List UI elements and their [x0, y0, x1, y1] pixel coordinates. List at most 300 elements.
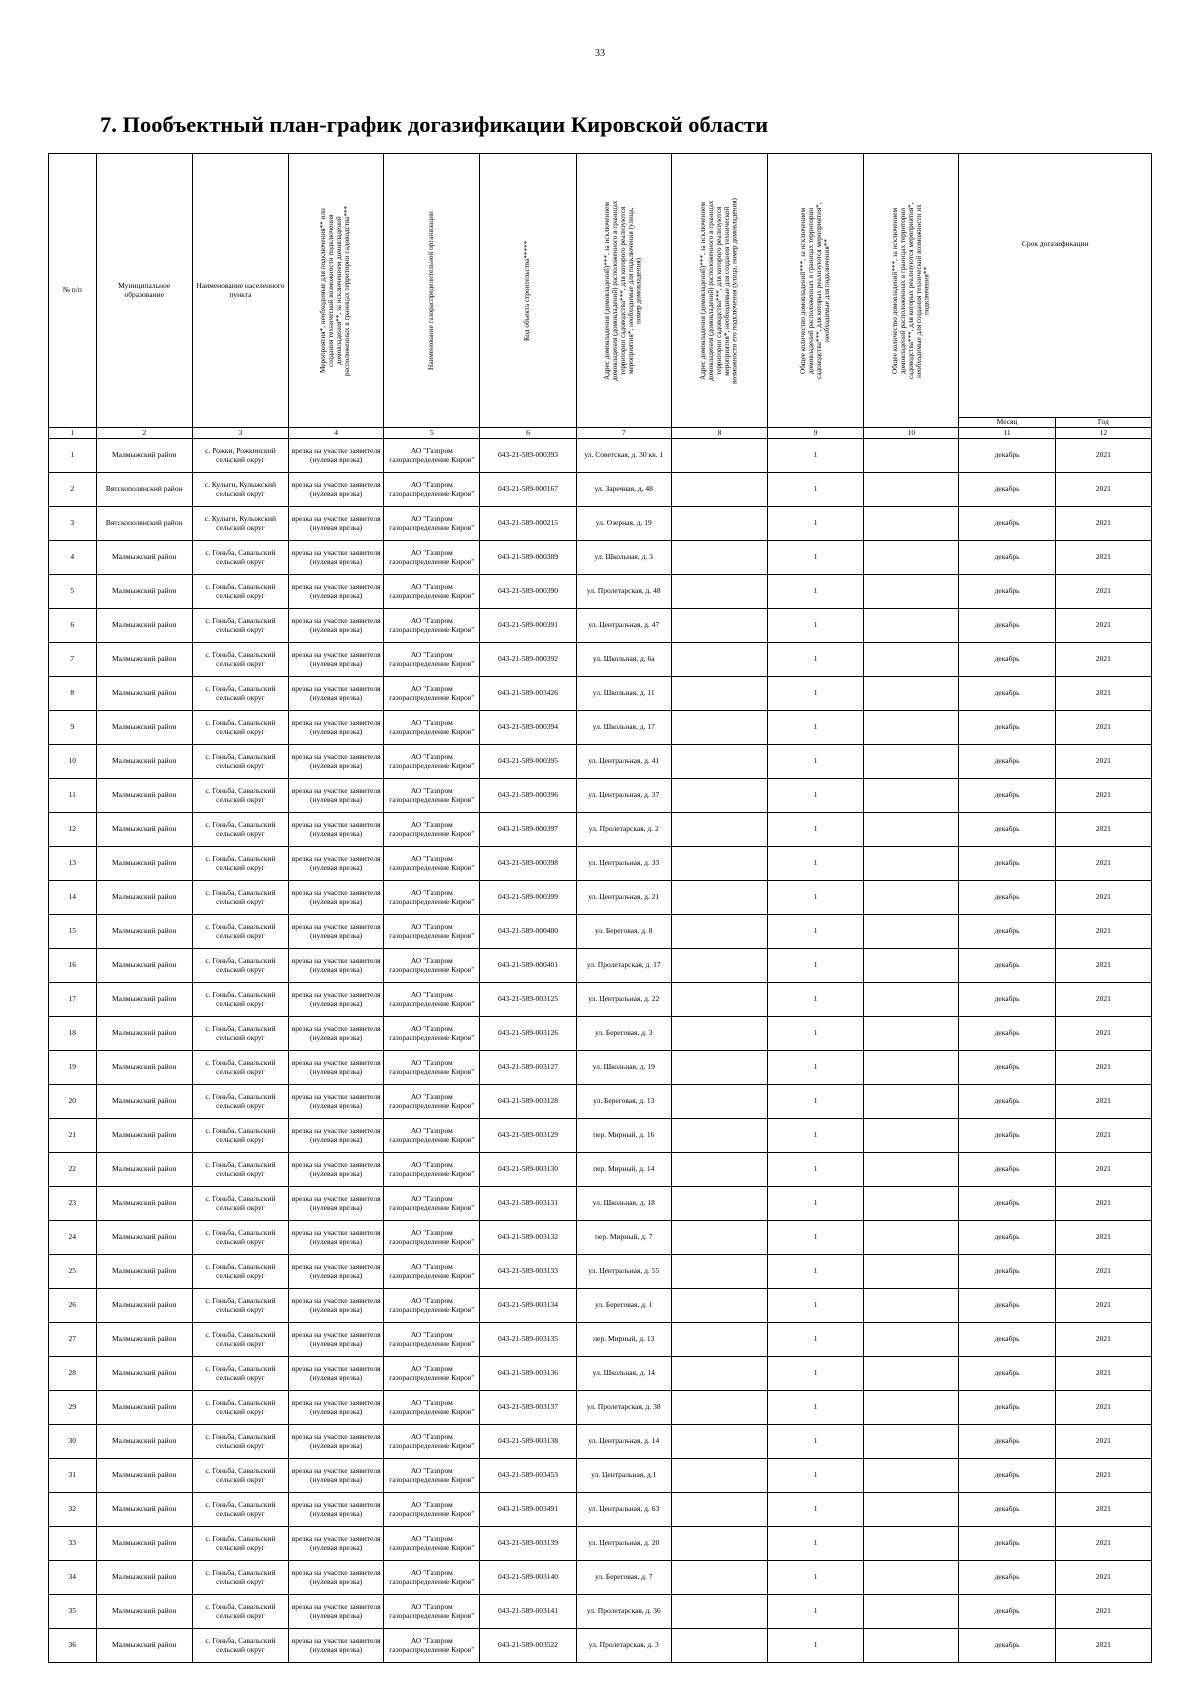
municipality-cell: Малмыжский район	[96, 1153, 192, 1187]
table-row	[49, 677, 1152, 711]
table-row	[49, 575, 1152, 609]
settlement-cell: с. Гоньба, Савальский сельский округ	[192, 643, 288, 677]
year-cell: 2021	[1055, 1289, 1151, 1323]
address-capability-cell	[671, 1629, 767, 1663]
count-capability-cell	[864, 507, 959, 541]
measure-cell: врезка на участке заявителя (нулевая врезка)	[289, 1085, 384, 1119]
measure-cell: врезка на участке заявителя (нулевая врезка)	[289, 847, 384, 881]
object-code-cell: 043-21-589-003522	[480, 1629, 576, 1663]
year-cell: 2021	[1055, 541, 1151, 575]
gas-org-cell: АО "Газпром газораспределение Киров"	[384, 1085, 480, 1119]
row-number: 22	[49, 1153, 97, 1187]
address-capability-cell	[671, 1595, 767, 1629]
count-capability-cell	[864, 439, 959, 473]
count-cell: 1	[768, 1187, 864, 1221]
settlement-cell: с. Гоньба, Савальский сельский округ	[192, 1153, 288, 1187]
count-cell: 1	[768, 813, 864, 847]
address-capability-cell	[671, 1561, 767, 1595]
count-capability-cell	[864, 1425, 959, 1459]
month-cell: декабрь	[959, 1527, 1055, 1561]
count-capability-cell	[864, 983, 959, 1017]
year-cell: 2021	[1055, 1255, 1151, 1289]
count-cell: 1	[768, 1595, 864, 1629]
address-capability-cell	[671, 847, 767, 881]
municipality-cell: Малмыжский район	[96, 1017, 192, 1051]
year-cell: 2021	[1055, 1425, 1151, 1459]
settlement-cell: с. Гоньба, Савальский сельский округ	[192, 1459, 288, 1493]
settlement-cell: с. Гоньба, Савальский сельский округ	[192, 813, 288, 847]
address-cell: ул. Береговая, д. 1	[576, 1289, 671, 1323]
count-capability-cell	[864, 813, 959, 847]
address-cell: ул. Центральная, д. 41	[576, 745, 671, 779]
year-cell: 2021	[1055, 507, 1151, 541]
month-cell: декабрь	[959, 1187, 1055, 1221]
settlement-cell: с. Гоньба, Савальский сельский округ	[192, 1527, 288, 1561]
municipality-cell: Малмыжский район	[96, 609, 192, 643]
settlement-cell: с. Гоньба, Савальский сельский округ	[192, 779, 288, 813]
address-capability-cell	[671, 949, 767, 983]
header-address-capability: Адрес домовладения (домовладений)***, за исключением домовладения (домовладений) расположенного в границах территории садоводства***, для которого реализуются мероприятия*, необходимые для создания технической возможности его подключения (улица, номер домовладения)	[671, 154, 767, 428]
gas-org-cell: АО "Газпром газораспределение Киров"	[384, 439, 480, 473]
municipality-cell: Малмыжский район	[96, 541, 192, 575]
table-row	[49, 1629, 1152, 1663]
settlement-cell: с. Гоньба, Савальский сельский округ	[192, 847, 288, 881]
month-cell: декабрь	[959, 1391, 1055, 1425]
table-row	[49, 1459, 1152, 1493]
month-cell: декабрь	[959, 711, 1055, 745]
month-cell: декабрь	[959, 677, 1055, 711]
year-cell: 2021	[1055, 1527, 1151, 1561]
month-cell: декабрь	[959, 779, 1055, 813]
count-capability-cell	[864, 1289, 959, 1323]
object-code-cell: 043-21-589-000398	[480, 847, 576, 881]
count-cell: 1	[768, 983, 864, 1017]
address-cell: ул. Пролетарская, д. 2	[576, 813, 671, 847]
count-cell: 1	[768, 1527, 864, 1561]
year-cell: 2021	[1055, 1493, 1151, 1527]
header-number: № п/п	[49, 154, 97, 428]
municipality-cell: Малмыжский район	[96, 1255, 192, 1289]
row-number: 32	[49, 1493, 97, 1527]
page-number: 33	[595, 48, 605, 59]
municipality-cell: Малмыжский район	[96, 983, 192, 1017]
table-row	[49, 1255, 1152, 1289]
address-capability-cell	[671, 1255, 767, 1289]
table-row	[49, 1221, 1152, 1255]
row-number: 27	[49, 1323, 97, 1357]
municipality-cell: Вятскополянский район	[96, 473, 192, 507]
row-number: 17	[49, 983, 97, 1017]
month-cell: декабрь	[959, 439, 1055, 473]
year-cell: 2021	[1055, 1085, 1151, 1119]
month-cell: декабрь	[959, 949, 1055, 983]
column-number: 12	[1055, 428, 1151, 439]
object-code-cell: 043-21-589-000167	[480, 473, 576, 507]
count-capability-cell	[864, 1459, 959, 1493]
year-cell: 2021	[1055, 745, 1151, 779]
table-row	[49, 745, 1152, 779]
gas-org-cell: АО "Газпром газораспределение Киров"	[384, 1527, 480, 1561]
count-capability-cell	[864, 473, 959, 507]
month-cell: декабрь	[959, 881, 1055, 915]
settlement-cell: с. Гоньба, Савальский сельский округ	[192, 711, 288, 745]
year-cell: 2021	[1055, 677, 1151, 711]
month-cell: декабрь	[959, 745, 1055, 779]
object-code-cell: 043-21-589-000393	[480, 439, 576, 473]
year-cell: 2021	[1055, 439, 1151, 473]
address-capability-cell	[671, 881, 767, 915]
count-capability-cell	[864, 1561, 959, 1595]
gas-org-cell: АО "Газпром газораспределение Киров"	[384, 881, 480, 915]
municipality-cell: Малмыжский район	[96, 1051, 192, 1085]
month-cell: декабрь	[959, 813, 1055, 847]
count-cell: 1	[768, 1493, 864, 1527]
object-code-cell: 043-21-589-003133	[480, 1255, 576, 1289]
gas-org-cell: АО "Газпром газораспределение Киров"	[384, 473, 480, 507]
month-cell: декабрь	[959, 541, 1055, 575]
column-number: 6	[480, 428, 576, 439]
year-cell: 2021	[1055, 1459, 1151, 1493]
year-cell: 2021	[1055, 1153, 1151, 1187]
year-cell: 2021	[1055, 813, 1151, 847]
year-cell: 2021	[1055, 949, 1151, 983]
row-number: 36	[49, 1629, 97, 1663]
gas-org-cell: АО "Газпром газораспределение Киров"	[384, 677, 480, 711]
gas-org-cell: АО "Газпром газораспределение Киров"	[384, 1051, 480, 1085]
year-cell: 2021	[1055, 473, 1151, 507]
year-cell: 2021	[1055, 1561, 1151, 1595]
year-cell: 2021	[1055, 1323, 1151, 1357]
object-code-cell: 043-21-589-000391	[480, 609, 576, 643]
month-cell: декабрь	[959, 609, 1055, 643]
object-code-cell: 043-21-589-000399	[480, 881, 576, 915]
month-cell: декабрь	[959, 1425, 1055, 1459]
municipality-cell: Малмыжский район	[96, 643, 192, 677]
settlement-cell: с. Гоньба, Савальский сельский округ	[192, 677, 288, 711]
address-capability-cell	[671, 1459, 767, 1493]
month-cell: декабрь	[959, 847, 1055, 881]
object-code-cell: 043-21-589-003130	[480, 1153, 576, 1187]
month-cell: декабрь	[959, 1629, 1055, 1663]
address-capability-cell	[671, 711, 767, 745]
count-capability-cell	[864, 1391, 959, 1425]
gas-org-cell: АО "Газпром газораспределение Киров"	[384, 745, 480, 779]
row-number: 8	[49, 677, 97, 711]
year-cell: 2021	[1055, 1357, 1151, 1391]
month-cell: декабрь	[959, 1357, 1055, 1391]
address-cell: ул. Центральная, д.1	[576, 1459, 671, 1493]
year-cell: 2021	[1055, 1221, 1151, 1255]
column-number: 1	[49, 428, 97, 439]
month-cell: декабрь	[959, 1595, 1055, 1629]
table-row	[49, 1187, 1152, 1221]
gas-org-cell: АО "Газпром газораспределение Киров"	[384, 949, 480, 983]
table-row	[49, 1085, 1152, 1119]
count-cell: 1	[768, 1459, 864, 1493]
row-number: 7	[49, 643, 97, 677]
address-capability-cell	[671, 745, 767, 779]
table-row	[49, 779, 1152, 813]
month-cell: декабрь	[959, 983, 1055, 1017]
measure-cell: врезка на участке заявителя (нулевая врезка)	[289, 779, 384, 813]
address-cell: ул. Береговая, д. 13	[576, 1085, 671, 1119]
count-cell: 1	[768, 1629, 864, 1663]
address-cell: ул. Школьная, д. 14	[576, 1357, 671, 1391]
header-settlement: Наименование населенного пункта	[192, 154, 288, 428]
count-cell: 1	[768, 881, 864, 915]
settlement-cell: с. Гоньба, Савальский сельский округ	[192, 1085, 288, 1119]
settlement-cell: с. Гоньба, Савальский сельский округ	[192, 1425, 288, 1459]
gas-org-cell: АО "Газпром газораспределение Киров"	[384, 847, 480, 881]
measure-cell: врезка на участке заявителя (нулевая врезка)	[289, 711, 384, 745]
gas-org-cell: АО "Газпром газораспределение Киров"	[384, 1187, 480, 1221]
gas-org-cell: АО "Газпром газораспределение Киров"	[384, 1323, 480, 1357]
measure-cell: врезка на участке заявителя (нулевая врезка)	[289, 1119, 384, 1153]
count-cell: 1	[768, 1051, 864, 1085]
count-cell: 1	[768, 643, 864, 677]
municipality-cell: Малмыжский район	[96, 1629, 192, 1663]
object-code-cell: 043-21-589-000392	[480, 643, 576, 677]
municipality-cell: Малмыжский район	[96, 711, 192, 745]
gasification-schedule-table	[48, 153, 1152, 1663]
month-cell: декабрь	[959, 507, 1055, 541]
address-cell: ул. Центральная, д. 37	[576, 779, 671, 813]
row-number: 9	[49, 711, 97, 745]
settlement-cell: с. Кулыги, Кулыжский сельский округ	[192, 507, 288, 541]
address-capability-cell	[671, 507, 767, 541]
municipality-cell: Малмыжский район	[96, 1221, 192, 1255]
table-row	[49, 609, 1152, 643]
municipality-cell: Малмыжский район	[96, 1187, 192, 1221]
count-cell: 1	[768, 507, 864, 541]
measure-cell: врезка на участке заявителя (нулевая врезка)	[289, 1595, 384, 1629]
address-capability-cell	[671, 915, 767, 949]
count-capability-cell	[864, 881, 959, 915]
column-number: 11	[959, 428, 1055, 439]
address-capability-cell	[671, 609, 767, 643]
gas-org-cell: АО "Газпром газораспределение Киров"	[384, 507, 480, 541]
settlement-cell: с. Гоньба, Савальский сельский округ	[192, 1595, 288, 1629]
municipality-cell: Малмыжский район	[96, 813, 192, 847]
header-month: Месяц	[959, 418, 1055, 428]
month-cell: декабрь	[959, 575, 1055, 609]
column-number: 5	[384, 428, 480, 439]
settlement-cell: с. Гоньба, Савальский сельский округ	[192, 915, 288, 949]
object-code-cell: 043-21-589-000396	[480, 779, 576, 813]
count-cell: 1	[768, 1289, 864, 1323]
measure-cell: врезка на участке заявителя (нулевая врезка)	[289, 1391, 384, 1425]
municipality-cell: Малмыжский район	[96, 949, 192, 983]
address-cell: пер. Мирный, д. 13	[576, 1323, 671, 1357]
count-cell: 1	[768, 915, 864, 949]
count-capability-cell	[864, 847, 959, 881]
settlement-cell: с. Гоньба, Савальский сельский округ	[192, 1119, 288, 1153]
gas-org-cell: АО "Газпром газораспределение Киров"	[384, 541, 480, 575]
address-capability-cell	[671, 1051, 767, 1085]
month-cell: декабрь	[959, 915, 1055, 949]
count-cell: 1	[768, 1153, 864, 1187]
object-code-cell: 043-21-589-003126	[480, 1017, 576, 1051]
address-cell: пер. Мирный, д. 16	[576, 1119, 671, 1153]
row-number: 21	[49, 1119, 97, 1153]
address-cell: ул. Школьная, д. 3	[576, 541, 671, 575]
year-cell: 2021	[1055, 1051, 1151, 1085]
measure-cell: врезка на участке заявителя (нулевая врезка)	[289, 1221, 384, 1255]
measure-cell: врезка на участке заявителя (нулевая врезка)	[289, 677, 384, 711]
count-cell: 1	[768, 609, 864, 643]
row-number: 3	[49, 507, 97, 541]
table-row	[49, 1527, 1152, 1561]
gas-org-cell: АО "Газпром газораспределение Киров"	[384, 1255, 480, 1289]
count-capability-cell	[864, 1357, 959, 1391]
municipality-cell: Малмыжский район	[96, 1527, 192, 1561]
object-code-cell: 043-21-589-000215	[480, 507, 576, 541]
address-capability-cell	[671, 575, 767, 609]
address-cell: ул. Береговая, д. 3	[576, 1017, 671, 1051]
year-cell: 2021	[1055, 1119, 1151, 1153]
month-cell: декабрь	[959, 1221, 1055, 1255]
count-capability-cell	[864, 711, 959, 745]
column-number: 9	[768, 428, 864, 439]
gas-org-cell: АО "Газпром газораспределение Киров"	[384, 779, 480, 813]
address-cell: ул. Школьная, д. 6а	[576, 643, 671, 677]
municipality-cell: Малмыжский район	[96, 1085, 192, 1119]
municipality-cell: Малмыжский район	[96, 1493, 192, 1527]
object-code-cell: 043-21-589-000390	[480, 575, 576, 609]
municipality-cell: Малмыжский район	[96, 1561, 192, 1595]
measure-cell: врезка на участке заявителя (нулевая врезка)	[289, 1527, 384, 1561]
row-number: 34	[49, 1561, 97, 1595]
header-year: Год	[1055, 418, 1151, 428]
row-number: 10	[49, 745, 97, 779]
table-row	[49, 1017, 1152, 1051]
address-cell: ул. Советская, д. 30 кв. 1	[576, 439, 671, 473]
municipality-cell: Малмыжский район	[96, 1595, 192, 1629]
measure-cell: врезка на участке заявителя (нулевая врезка)	[289, 473, 384, 507]
measure-cell: врезка на участке заявителя (нулевая врезка)	[289, 1459, 384, 1493]
count-capability-cell	[864, 745, 959, 779]
month-cell: декабрь	[959, 1051, 1055, 1085]
object-code-cell: 043-21-589-003132	[480, 1221, 576, 1255]
address-cell: ул. Пролетарская, д. 36	[576, 1595, 671, 1629]
measure-cell: врезка на участке заявителя (нулевая врезка)	[289, 1051, 384, 1085]
municipality-cell: Малмыжский район	[96, 677, 192, 711]
settlement-cell: с. Гоньба, Савальский сельский округ	[192, 1323, 288, 1357]
count-cell: 1	[768, 1017, 864, 1051]
gas-org-cell: АО "Газпром газораспределение Киров"	[384, 643, 480, 677]
address-cell: ул. Пролетарская, д. 38	[576, 1391, 671, 1425]
month-cell: декабрь	[959, 1289, 1055, 1323]
settlement-cell: с. Гоньба, Савальский сельский округ	[192, 1187, 288, 1221]
count-cell: 1	[768, 745, 864, 779]
count-cell: 1	[768, 439, 864, 473]
object-code-cell: 043-21-589-003134	[480, 1289, 576, 1323]
gas-org-cell: АО "Газпром газораспределение Киров"	[384, 1629, 480, 1663]
header-gas-org: Наименование газораспределительной организации	[384, 154, 480, 428]
municipality-cell: Малмыжский район	[96, 439, 192, 473]
address-cell: ул. Береговая, д. 8	[576, 915, 671, 949]
measure-cell: врезка на участке заявителя (нулевая врезка)	[289, 813, 384, 847]
table-row	[49, 881, 1152, 915]
settlement-cell: с. Гоньба, Савальский сельский округ	[192, 1629, 288, 1663]
municipality-cell: Малмыжский район	[96, 847, 192, 881]
address-cell: ул. Озерная, д. 19	[576, 507, 671, 541]
gas-org-cell: АО "Газпром газораспределение Киров"	[384, 1221, 480, 1255]
count-cell: 1	[768, 711, 864, 745]
measure-cell: врезка на участке заявителя (нулевая врезка)	[289, 983, 384, 1017]
gas-org-cell: АО "Газпром газораспределение Киров"	[384, 1153, 480, 1187]
municipality-cell: Малмыжский район	[96, 1391, 192, 1425]
object-code-cell: 043-21-589-003139	[480, 1527, 576, 1561]
table-row	[49, 1391, 1152, 1425]
row-number: 11	[49, 779, 97, 813]
column-number: 2	[96, 428, 192, 439]
header-deadline: Срок догазификации	[959, 154, 1152, 418]
count-cell: 1	[768, 1323, 864, 1357]
table-row	[49, 1357, 1152, 1391]
address-capability-cell	[671, 1119, 767, 1153]
address-capability-cell	[671, 1323, 767, 1357]
year-cell: 2021	[1055, 575, 1151, 609]
object-code-cell: 043-21-589-000394	[480, 711, 576, 745]
gas-org-cell: АО "Газпром газораспределение Киров"	[384, 1459, 480, 1493]
table-row	[49, 1153, 1152, 1187]
column-number: 7	[576, 428, 671, 439]
month-cell: декабрь	[959, 1255, 1055, 1289]
header-count-connection: Общее количество домовладений***, за исключением домовладений расположенных в границах территории садоводства***, для которых реализуются мероприятия*, необходимые для подключения**	[768, 154, 864, 428]
count-capability-cell	[864, 1051, 959, 1085]
table-row	[49, 1051, 1152, 1085]
table-row	[49, 1595, 1152, 1629]
row-number: 28	[49, 1357, 97, 1391]
year-cell: 2021	[1055, 1391, 1151, 1425]
count-cell: 1	[768, 1221, 864, 1255]
address-cell: ул. Школьная, д. 11	[576, 677, 671, 711]
year-cell: 2021	[1055, 983, 1151, 1017]
count-cell: 1	[768, 847, 864, 881]
count-cell: 1	[768, 1391, 864, 1425]
count-capability-cell	[864, 677, 959, 711]
row-number: 35	[49, 1595, 97, 1629]
address-capability-cell	[671, 1493, 767, 1527]
measure-cell: врезка на участке заявителя (нулевая врезка)	[289, 1323, 384, 1357]
table-row	[49, 541, 1152, 575]
year-cell: 2021	[1055, 609, 1151, 643]
address-capability-cell	[671, 473, 767, 507]
settlement-cell: с. Гоньба, Савальский сельский округ	[192, 1391, 288, 1425]
row-number: 16	[49, 949, 97, 983]
address-capability-cell	[671, 643, 767, 677]
address-cell: ул. Центральная, д. 14	[576, 1425, 671, 1459]
count-capability-cell	[864, 915, 959, 949]
gas-org-cell: АО "Газпром газораспределение Киров"	[384, 1493, 480, 1527]
count-capability-cell	[864, 1187, 959, 1221]
table-row	[49, 847, 1152, 881]
object-code-cell: 043-21-589-003129	[480, 1119, 576, 1153]
object-code-cell: 043-21-589-003426	[480, 677, 576, 711]
municipality-cell: Малмыжский район	[96, 1459, 192, 1493]
address-capability-cell	[671, 541, 767, 575]
count-capability-cell	[864, 949, 959, 983]
municipality-cell: Малмыжский район	[96, 1289, 192, 1323]
address-cell: ул. Центральная, д. 20	[576, 1527, 671, 1561]
count-capability-cell	[864, 1221, 959, 1255]
year-cell: 2021	[1055, 847, 1151, 881]
table-row	[49, 439, 1152, 473]
measure-cell: врезка на участке заявителя (нулевая врезка)	[289, 1187, 384, 1221]
object-code-cell: 043-21-589-003136	[480, 1357, 576, 1391]
address-cell: ул. Центральная, д. 47	[576, 609, 671, 643]
